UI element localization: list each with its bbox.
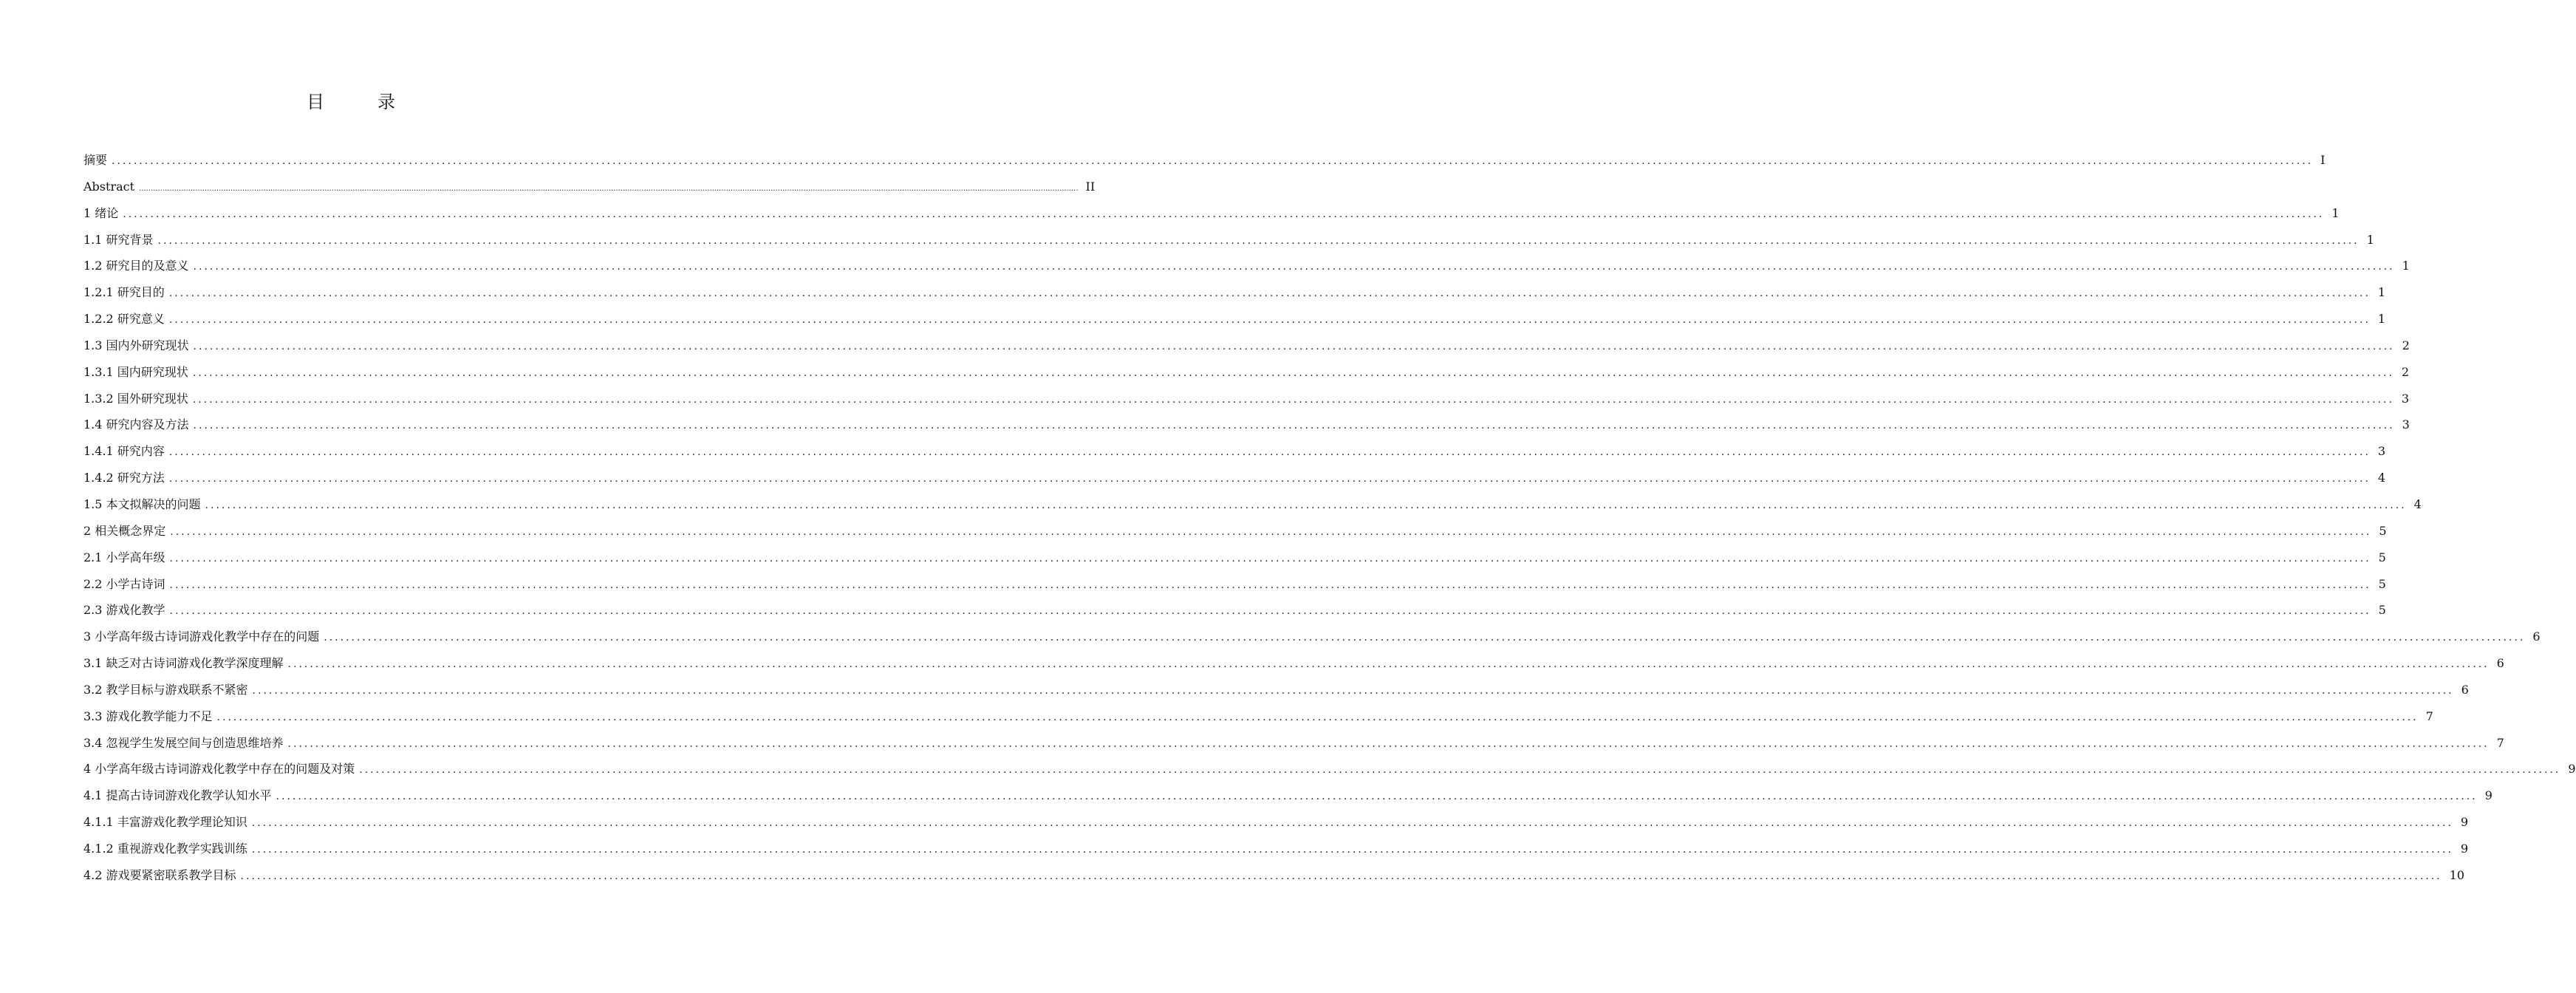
toc-entry[interactable] (83, 147, 2326, 174)
toc-entry-label: 2.2 小学古诗词 (83, 576, 165, 591)
toc-entry[interactable] (83, 279, 2386, 306)
toc-dot-leader: ................................................................................................................................................................................................................................................................................................................................................................................................................ (193, 420, 2395, 432)
toc-entry-label: 1.1 研究背景 (83, 232, 154, 247)
toc-dot-leader: ................................................................................................................................................................................................................................................................................................................................................................................................................ (168, 314, 2371, 327)
toc-dot-leader: ................................................................................................................................................................................................................................................................................................................................................................................................................ (251, 817, 2453, 830)
toc-entry[interactable] (83, 756, 2576, 782)
toc-dot-leader: ................................................................................................................................................................................................................................................................................................................................................................................................................ (193, 340, 2395, 352)
toc-dot-leader: ................................................................................................................................................................................................................................................................................................................................................................................................................ (287, 658, 2490, 671)
table-of-contents (83, 147, 2576, 889)
toc-dot-leader: ................................................................................................................................................................................................................................................................................................................................................................................................................ (169, 579, 2371, 591)
toc-entry-label: 4.1.2 重视游戏化教学实践训练 (83, 841, 247, 856)
toc-dot-leader: ................................................................................................................................................................................................................................................................................................................................................................................................................ (359, 764, 2561, 777)
toc-dot-leader: ................................................................................................................................................................................................................................................................................................................................................................................................................ (252, 684, 2454, 697)
toc-entry-page-number: 9 (2460, 815, 2469, 830)
toc-entry-page-number: 1 (2402, 259, 2410, 273)
toc-entry[interactable] (83, 782, 2493, 809)
toc-entry[interactable] (83, 809, 2469, 836)
toc-dot-leader: ................................................................................................................................................................................................................................................................................................................................................................................................................ (276, 791, 2478, 803)
toc-entry[interactable] (83, 253, 2410, 279)
toc-entry-page-number: 7 (2425, 709, 2433, 723)
toc-entry[interactable] (83, 624, 2541, 650)
toc-entry[interactable] (83, 465, 2386, 491)
toc-entry-page-number: 9 (2484, 788, 2493, 803)
toc-entry-page-number: 2 (2401, 364, 2410, 379)
toc-entry[interactable] (83, 518, 2387, 545)
toc-entry-page-number: 10 (2449, 867, 2464, 882)
toc-dot-leader: ................................................................................................................................................................................................................................................................................................................................................................................................................ (205, 499, 2407, 511)
toc-entry-label: 1.2 研究目的及意义 (83, 259, 189, 273)
toc-entry-label: 2.1 小学高年级 (83, 550, 165, 564)
toc-entry[interactable] (83, 200, 2340, 227)
toc-entry[interactable] (83, 491, 2422, 518)
toc-entry-label: 3.3 游戏化教学能力不足 (83, 709, 213, 723)
toc-entry-page-number: 5 (2378, 603, 2386, 618)
toc-entry-label: 2 相关概念界定 (83, 523, 166, 538)
toc-entry-label: 3.2 教学目标与游戏联系不紧密 (83, 682, 248, 697)
toc-entry-page-number: 9 (2460, 841, 2469, 856)
toc-entry-label: 1 绪论 (83, 205, 119, 220)
toc-entry-page-number: 6 (2532, 629, 2541, 644)
toc-dot-leader: ................................................................................................................................................................................................................................................................................................................................................................................................................ (139, 184, 1079, 193)
toc-dot-leader: ................................................................................................................................................................................................................................................................................................................................................................................................................ (240, 870, 2442, 882)
toc-entry-page-number: 1 (2377, 285, 2386, 300)
toc-entry-page-number: 6 (2496, 656, 2504, 671)
toc-entry-page-number: 2 (2402, 338, 2410, 352)
toc-dot-leader: ................................................................................................................................................................................................................................................................................................................................................................................................................ (287, 737, 2490, 750)
toc-entry-label: Abstract (83, 179, 135, 194)
toc-dot-leader: ................................................................................................................................................................................................................................................................................................................................................................................................................ (251, 843, 2453, 856)
toc-entry[interactable] (83, 677, 2469, 703)
toc-entry-label: 1.3.2 国外研究现状 (83, 391, 188, 406)
toc-entry[interactable] (83, 412, 2410, 438)
toc-entry-page-number: 1 (2377, 312, 2386, 327)
toc-entry-label: 1.3 国内外研究现状 (83, 338, 189, 352)
toc-entry-label: 1.2.1 研究目的 (83, 285, 165, 300)
toc-entry-page-number: 4 (2413, 496, 2422, 511)
toc-entry-label: 4.2 游戏要紧密联系教学目标 (83, 867, 236, 882)
toc-entry-label: 4.1.1 丰富游戏化教学理论知识 (83, 815, 247, 830)
toc-entry-page-number: 4 (2377, 471, 2386, 485)
toc-entry[interactable] (83, 174, 1096, 200)
toc-dot-leader: ................................................................................................................................................................................................................................................................................................................................................................................................................ (169, 552, 2371, 564)
toc-entry-label: 1.5 本文拟解决的问题 (83, 496, 201, 511)
toc-entry-label: 摘要 (83, 153, 108, 167)
toc-entry-page-number: 9 (2568, 762, 2576, 777)
toc-entry-label: 3.1 缺乏对古诗词游戏化教学深度理解 (83, 656, 284, 671)
toc-entry[interactable] (83, 306, 2386, 332)
toc-entry-label: 1.2.2 研究意义 (83, 312, 165, 327)
toc-dot-leader: ................................................................................................................................................................................................................................................................................................................................................................................................................ (324, 632, 2526, 644)
toc-dot-leader: ................................................................................................................................................................................................................................................................................................................................................................................................................ (169, 605, 2371, 618)
toc-entry-page-number: 5 (2378, 550, 2386, 564)
toc-entry[interactable] (83, 703, 2433, 730)
toc-entry[interactable] (83, 359, 2410, 386)
toc-entry[interactable] (83, 545, 2386, 571)
toc-entry-page-number: 6 (2461, 682, 2469, 697)
toc-entry-page-number: 7 (2496, 735, 2504, 750)
toc-entry-page-number: II (1085, 179, 1096, 194)
toc-entry-page-number: 3 (2377, 444, 2386, 459)
toc-entry[interactable] (83, 332, 2410, 359)
toc-entry-label: 1.4.2 研究方法 (83, 471, 165, 485)
toc-entry-label: 4.1 提高古诗词游戏化教学认知水平 (83, 788, 272, 803)
toc-entry-page-number: 3 (2401, 391, 2410, 406)
toc-entry[interactable] (83, 730, 2504, 757)
toc-entry-page-number: I (2320, 153, 2326, 167)
toc-dot-leader: ................................................................................................................................................................................................................................................................................................................................................................................................................ (168, 287, 2371, 300)
toc-entry-label: 3.4 忽视学生发展空间与创造思维培养 (83, 735, 284, 750)
toc-dot-leader: ................................................................................................................................................................................................................................................................................................................................................................................................................ (192, 393, 2394, 406)
toc-entry[interactable] (83, 597, 2386, 624)
toc-dot-leader: ................................................................................................................................................................................................................................................................................................................................................................................................................ (123, 208, 2325, 220)
toc-entry-page-number: 1 (2366, 232, 2374, 247)
toc-entry[interactable] (83, 650, 2504, 677)
toc-dot-leader: ................................................................................................................................................................................................................................................................................................................................................................................................................ (192, 366, 2394, 379)
toc-dot-leader: ................................................................................................................................................................................................................................................................................................................................................................................................................ (170, 525, 2372, 538)
toc-entry[interactable] (83, 386, 2410, 412)
toc-title: 目 录 (307, 92, 413, 112)
toc-entry-label: 3 小学高年级古诗词游戏化教学中存在的问题 (83, 629, 320, 644)
toc-entry[interactable] (83, 836, 2469, 862)
toc-dot-leader: ................................................................................................................................................................................................................................................................................................................................................................................................................ (193, 261, 2395, 273)
toc-entry-label: 4 小学高年级古诗词游戏化教学中存在的问题及对策 (83, 762, 355, 777)
toc-dot-leader: ................................................................................................................................................................................................................................................................................................................................................................................................................ (112, 155, 2314, 167)
toc-dot-leader: ................................................................................................................................................................................................................................................................................................................................................................................................................ (216, 711, 2419, 723)
toc-entry[interactable] (83, 571, 2386, 598)
toc-entry[interactable] (83, 438, 2386, 465)
toc-entry-page-number: 5 (2378, 576, 2386, 591)
toc-dot-leader: ................................................................................................................................................................................................................................................................................................................................................................................................................ (168, 446, 2371, 459)
toc-dot-leader: ................................................................................................................................................................................................................................................................................................................................................................................................................ (157, 234, 2360, 247)
toc-entry-page-number: 5 (2379, 523, 2387, 538)
toc-entry-label: 1.4.1 研究内容 (83, 444, 165, 459)
toc-entry-label: 2.3 游戏化教学 (83, 603, 165, 618)
toc-entry-label: 1.3.1 国内研究现状 (83, 364, 188, 379)
toc-entry-page-number: 1 (2331, 205, 2340, 220)
toc-entry[interactable] (83, 227, 2374, 253)
toc-dot-leader: ................................................................................................................................................................................................................................................................................................................................................................................................................ (168, 473, 2371, 485)
toc-entry[interactable] (83, 862, 2464, 889)
toc-entry-page-number: 3 (2402, 417, 2410, 432)
toc-entry-label: 1.4 研究内容及方法 (83, 417, 189, 432)
